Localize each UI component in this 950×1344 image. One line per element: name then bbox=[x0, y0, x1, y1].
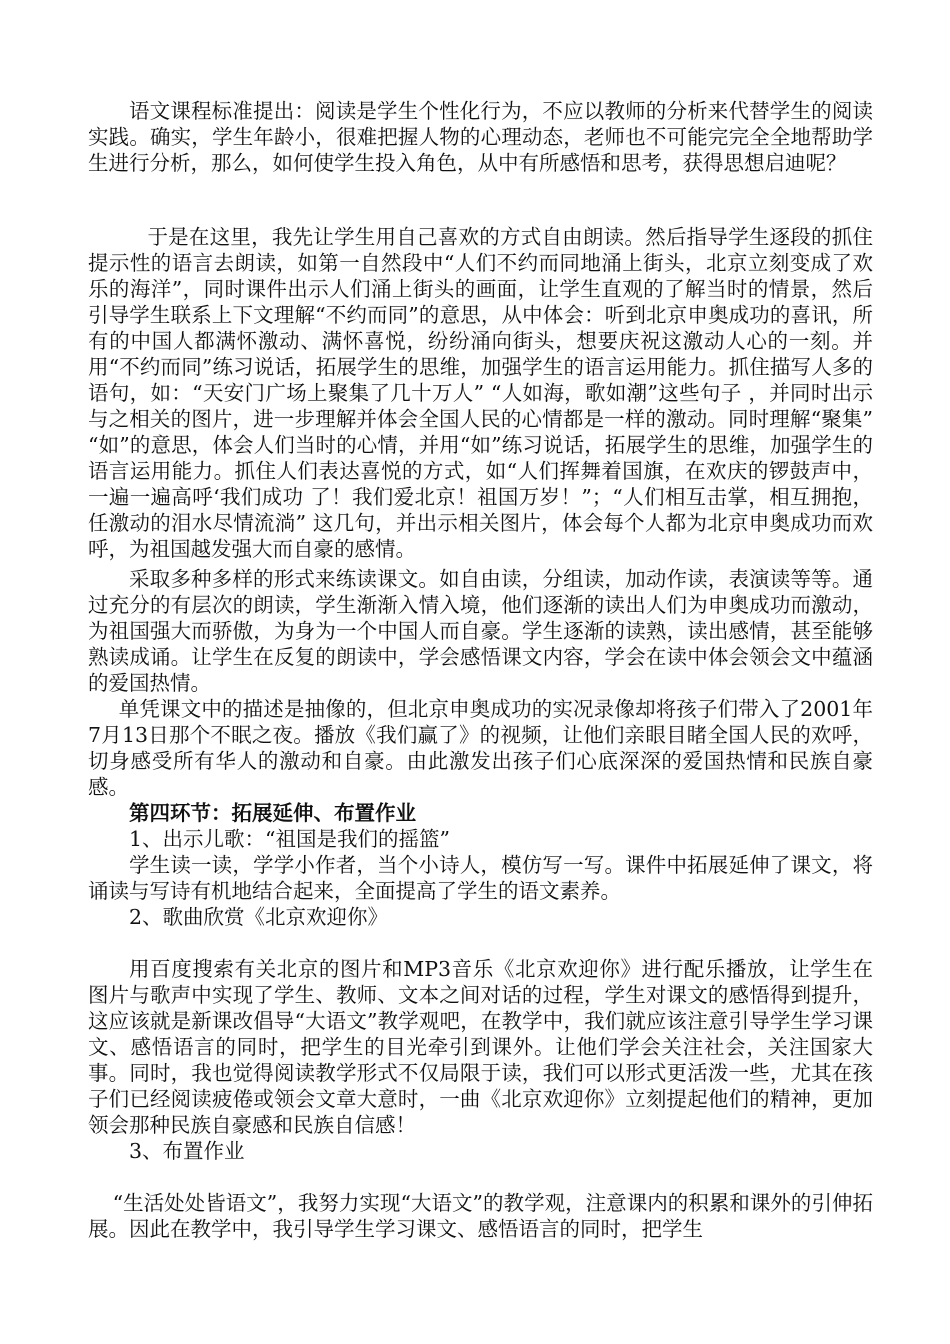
paragraph-music-playback: 用百度搜索有关北京的图片和MP3音乐《北京欢迎你》进行配乐播放，让学生在图片与歌声中实现了学生、教师、文本之间对话的过程，学生对课文的感悟得到提升，这应该就是新课改倡导“大语文”教学观吧，在教学中，我们就应该注意引导学生学习课文、感悟语言的同时，把学生的目光牵引到课外。让他们学会关注社会，关注国家大事。同时，我也觉得阅读教学形式不仅局限于读，我们可以形式更活泼一些，尤其在孩子们已经阅读疲倦或领会文章大意时，一曲《北京欢迎你》立刻提起他们的精神，更加领会那种民族自豪感和民族自信感！ bbox=[88, 957, 873, 1137]
list-item-song-appreciation: 2、歌曲欣赏《北京欢迎你》 bbox=[129, 905, 389, 929]
paragraph-video: 单凭课文中的描述是抽像的，但北京申奥成功的实况录像却将孩子们带入了2001年7月13日那个不眠之夜。播放《我们赢了》的视频，让他们亲眼目睹全国人民的欢呼，切身感受所有华人的激动和自豪。由此激发出孩子们心底深深的爱国热情和民族自豪感。 bbox=[88, 697, 873, 799]
list-item-children-song: 1、出示儿歌：“祖国是我们的摇篮” bbox=[129, 827, 451, 851]
paragraph-free-reading: 于是在这里，我先让学生用自己喜欢的方式自由朗读。然后指导学生逐段的抓住提示性的语言去朗读，如第一自然段中“人们不约而同地涌上街头，北京立刻变成了欢乐的海洋”，同时课件出示人们涌上街头的画面，让学生直观的了解当时的情景，然后引导学生联系上下文理解“不约而同”的意思，从中体会：听到北京申奥成功的喜讯，所有的中国人都满怀激动、满怀喜悦，纷纷涌向街头，想要庆祝这激动人心的一刻。并用“不约而同”练习说话，拓展学生的思维，加强学生的语言运用能力。抓住描写人多的语句，如：“天安门广场上聚集了几十万人” “人如海，歌如潮”这些句子 ，并同时出示与之相关的图片，进一步理解并体会全国人民的心情都是一样的激动。同时理解“聚集” “如”的意思，体会人们当时的心情，并用“如”练习说话，拓展学生的思维，加强学生的语言运用能力。抓住人们表达喜悦的方式，如“人们挥舞着国旗，在欢庆的锣鼓声中，一遍一遍高呼‘我们成功 了！我们爱北京！祖国万岁！”；“人们相互击掌，相互拥抱，任激动的泪水尽情流淌” 这几句，并出示相关图片，体会每个人都为北京申奥成功而欢呼，为祖国越发强大而自豪的感情。 bbox=[88, 225, 873, 561]
paragraph-reading-standard: 语文课程标准提出：阅读是学生个性化行为，不应以教师的分析来代替学生的阅读实践。确实，学生年龄小，很难把握人物的心理动态，老师也不可能完完全全地帮助学生进行分析，那么，如何使学生投入角色，从中有所感悟和思考，获得思想启迪呢？ bbox=[88, 99, 873, 175]
paragraph-big-chinese: “生活处处皆语文”，我努力实现“大语文”的教学观，注意课内的积累和课外的引伸拓展。因此在教学中，我引导学生学习课文、感悟语言的同时，把学生 bbox=[88, 1191, 873, 1241]
paragraph-poem-writing: 学生读一读，学学小作者，当个小诗人，模仿写一写。课件中拓展延伸了课文，将诵读与写诗有机地结合起来，全面提高了学生的语文素养。 bbox=[88, 853, 873, 903]
list-item-homework: 3、布置作业 bbox=[129, 1139, 245, 1163]
section-heading: 第四环节：拓展延伸、布置作业 bbox=[129, 801, 416, 825]
paragraph-practice-reading: 采取多种多样的形式来练读课文。如自由读，分组读，加动作读，表演读等等。通过充分的有层次的朗读，学生渐渐入情入境，他们逐渐的读出人们为申奥成功而激动，为祖国强大而骄傲，为身为一个中国人而自豪。学生逐渐的读熟，读出感情，甚至能够熟读成诵。让学生在反复的朗读中，学会感悟课文内容，学会在读中体会领会文中蕴涵的爱国热情。 bbox=[88, 567, 873, 695]
